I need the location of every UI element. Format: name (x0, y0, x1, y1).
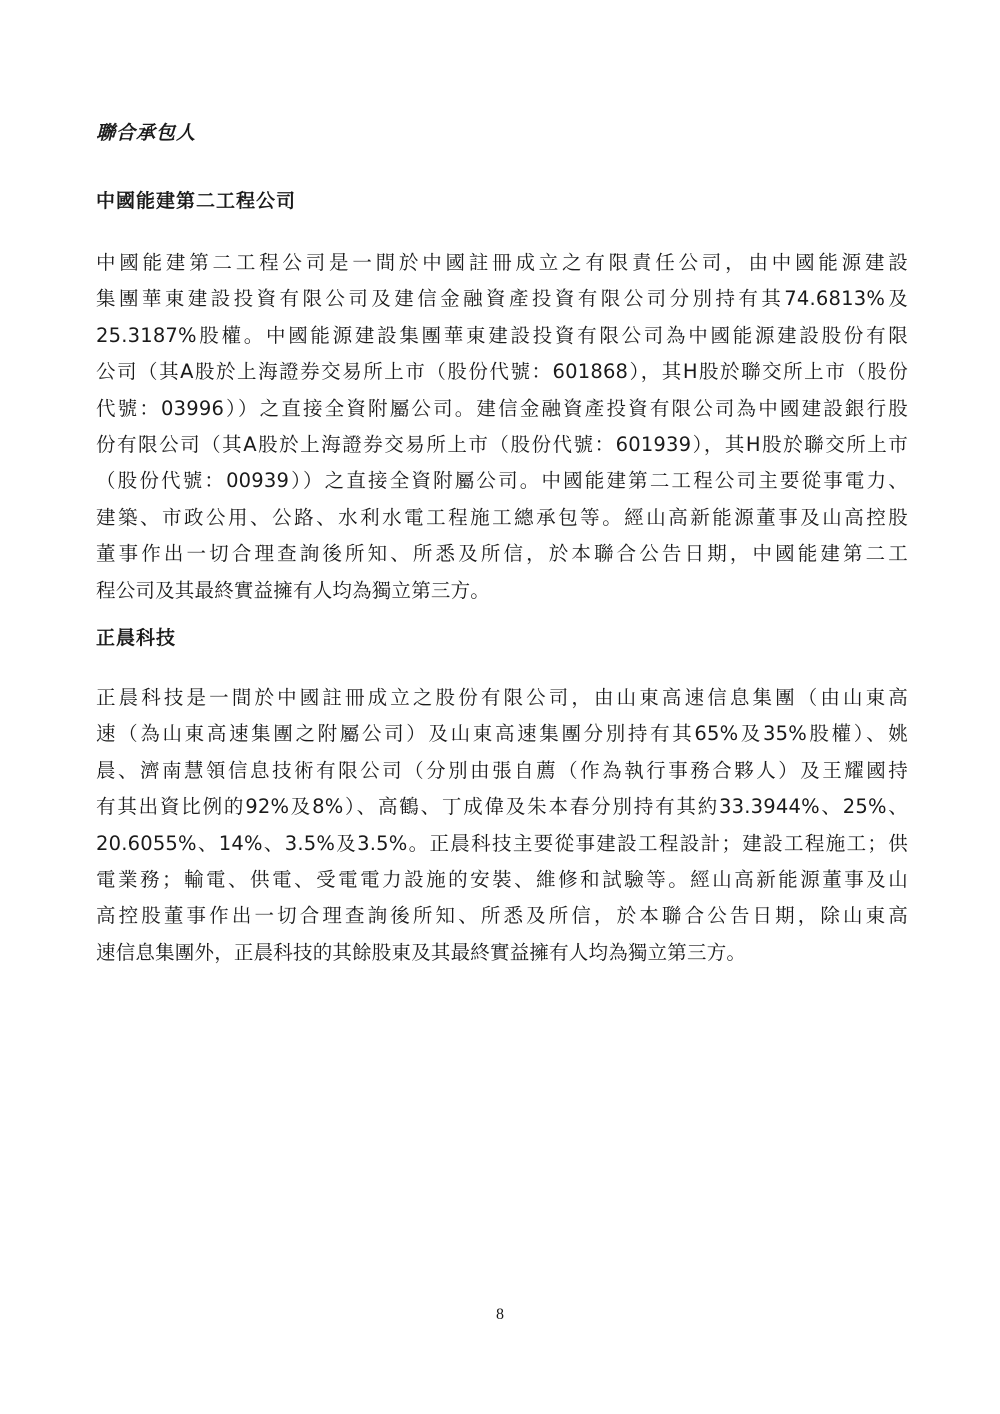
paragraph-line: 速信息集團外，正晨科技的其餘股東及其最終實益擁有人均為獨立第三方。 (96, 940, 747, 964)
paragraph-line: 有其出資比例的92%及8%）、高鶴、丁成偉及朱本春分別持有其約33.3944%、25%、 (96, 795, 908, 819)
paragraph-zhengchen-technology (96, 680, 908, 971)
paragraph-line: 集團華東建設投資有限公司及建信金融資產投資有限公司分別持有其74.6813%及 (96, 287, 908, 311)
paragraph-line: 份有限公司（其A股於上海證券交易所上市（股份代號：601939），其H股於聯交所上市 (96, 432, 908, 456)
section-heading-joint-contractors: 聯合承包人 (96, 122, 197, 144)
page-number: 8 (496, 1306, 504, 1323)
paragraph-line: 建築、市政公用、公路、水利水電工程施工總承包等。經山高新能源董事及山高控股 (96, 505, 908, 529)
paragraph-line: 代號：03996））之直接全資附屬公司。建信金融資產投資有限公司為中國建設銀行股 (96, 396, 908, 420)
paragraph-line: 高控股董事作出一切合理查詢後所知、所悉及所信，於本聯合公告日期，除山東高 (96, 904, 908, 928)
paragraph-line: 20.6055%、14%、3.5%及3.5%。正晨科技主要從事建設工程設計；建設工程施工；供 (96, 831, 908, 855)
paragraph-line: 25.3187%股權。中國能源建設集團華東建設投資有限公司為中國能源建設股份有限 (96, 323, 908, 347)
paragraph-cec-second-engineering (96, 245, 908, 609)
paragraph-line: 電業務；輸電、供電、受電電力設施的安裝、維修和試驗等。經山高新能源董事及山 (96, 867, 908, 891)
paragraph-line: 公司（其A股於上海證券交易所上市（股份代號：601868），其H股於聯交所上市（股份 (96, 360, 908, 384)
section-title-zhengchen-technology: 正晨科技 (96, 627, 177, 649)
section-title-cec-second-engineering: 中國能建第二工程公司 (96, 190, 297, 212)
paragraph-line: （股份代號：00939））之直接全資附屬公司。中國能建第二工程公司主要從事電力、 (96, 469, 908, 493)
paragraph-line: 正晨科技是一間於中國註冊成立之股份有限公司，由山東高速信息集團（由山東高 (96, 686, 908, 709)
paragraph-line: 董事作出一切合理查詢後所知、所悉及所信，於本聯合公告日期，中國能建第二工 (96, 542, 908, 566)
paragraph-line: 中國能建第二工程公司是一間於中國註冊成立之有限責任公司，由中國能源建設 (96, 251, 908, 274)
paragraph-line: 速（為山東高速集團之附屬公司）及山東高速集團分別持有其65%及35%股權）、姚 (96, 722, 908, 746)
paragraph-line: 程公司及其最終實益擁有人均為獨立第三方。 (96, 578, 491, 602)
paragraph-line: 晨、濟南慧領信息技術有限公司（分別由張自薦（作為執行事務合夥人）及王耀國持 (96, 758, 908, 782)
